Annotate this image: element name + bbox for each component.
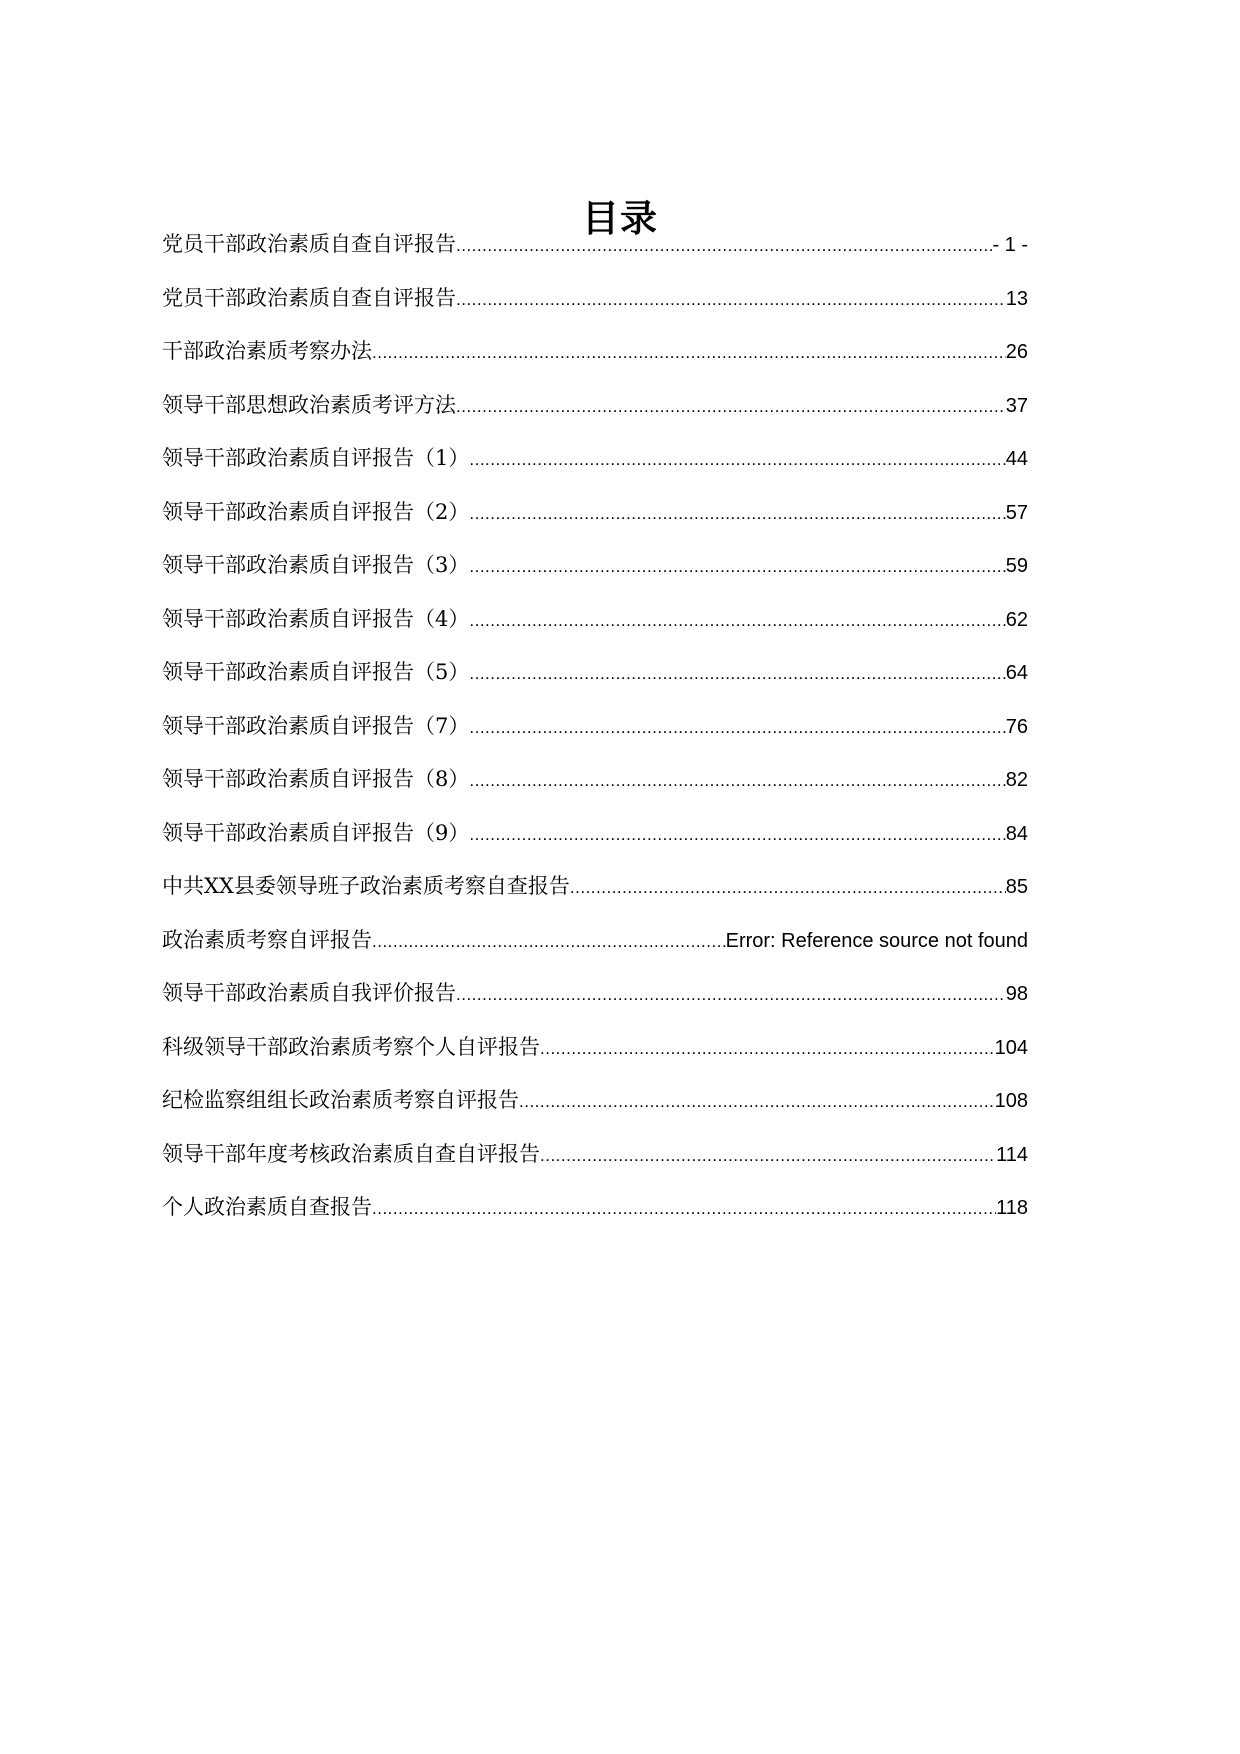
toc-entry[interactable] [162,329,1028,383]
dot-leader [540,1134,996,1178]
dot-leader [469,813,1005,857]
toc-entry[interactable] [162,222,1028,276]
dot-leader [519,1080,995,1124]
toc-entry-page-number: 98 [1005,983,1028,1005]
toc-entry[interactable] [162,543,1028,597]
toc-entry-page-number: 44 [1005,448,1028,470]
toc-entry-title: 政治素质考察自评报告 [162,927,372,952]
toc-entry-title: 纪检监察组组长政治素质考察自评报告 [162,1088,519,1112]
toc-entry-page-number: 26 [1005,341,1028,363]
toc-entry[interactable] [162,704,1028,758]
toc-entry-page-number: Error: Reference source not found [725,929,1028,952]
toc-entry[interactable] [162,276,1028,330]
toc-entry-page-number: 118 [996,1197,1028,1219]
toc-entry-title: 党员干部政治素质自查自评报告 [162,285,456,310]
dot-leader [469,652,1005,696]
toc-entry-page-number: 84 [1005,822,1028,845]
toc-entry[interactable] [162,436,1028,490]
toc-entry-title: 领导干部政治素质自评报告（3） [162,553,470,577]
dot-leader [469,706,1005,750]
dot-leader [456,278,1006,322]
toc-entry-title: 中共XX县委领导班子政治素质考察自查报告 [162,874,570,898]
toc-entry-title: 个人政治素质自查报告 [162,1195,372,1219]
toc-entry[interactable] [162,597,1028,651]
toc-entry-title: 领导干部政治素质自我评价报告 [162,981,456,1005]
toc-entry-title: 领导干部政治素质自评报告（7） [162,713,470,738]
toc-entry-title: 领导干部年度考核政治素质自查自评报告 [162,1141,540,1166]
dot-leader [469,438,1005,482]
dot-leader [570,866,1006,910]
toc-entry-page-number: 64 [1005,662,1028,684]
toc-entry[interactable] [162,757,1028,811]
toc-entry-page-number: 104 [994,1036,1028,1059]
dot-leader [469,492,1005,536]
toc-entry-title: 干部政治素质考察办法 [162,339,372,363]
toc-entry-title: 领导干部政治素质自评报告（8） [162,767,470,791]
toc-entry-page-number: 59 [1005,555,1028,577]
toc-entry-page-number: 13 [1005,287,1028,310]
dot-leader [456,224,992,268]
toc-entry[interactable] [162,1132,1028,1186]
dot-leader [456,973,1006,1017]
toc-entry-title: 领导干部政治素质自评报告（2） [162,499,470,524]
dot-leader [469,759,1005,803]
toc-entry[interactable] [162,864,1028,918]
page-title: 目录 [582,196,658,240]
toc-entry-page-number: 76 [1005,715,1028,738]
toc-entry[interactable] [162,650,1028,704]
toc-entry-title: 领导干部思想政治素质考评方法 [162,392,456,417]
toc-entry[interactable] [162,918,1028,972]
toc-entry-title: 领导干部政治素质自评报告（1） [162,446,470,470]
toc-entry[interactable] [162,383,1028,437]
toc-entry-page-number: 62 [1005,608,1028,631]
toc-entry-page-number: 57 [1005,501,1028,524]
toc-entry-title: 领导干部政治素质自评报告（9） [162,820,470,845]
dot-leader [372,920,726,964]
toc-entry-title: 领导干部政治素质自评报告（5） [162,660,470,684]
toc-entry[interactable] [162,490,1028,544]
toc-entry-page-number: - 1 - [992,234,1028,256]
toc-entry-page-number: 108 [994,1090,1028,1112]
dot-leader [456,385,1006,429]
dot-leader [372,1187,996,1231]
toc-entry[interactable] [162,971,1028,1025]
toc-entry-page-number: 82 [1005,769,1028,791]
dot-leader [469,545,1005,589]
toc-entry[interactable] [162,811,1028,865]
dot-leader [469,599,1005,643]
toc-entry-page-number: 85 [1005,876,1028,898]
toc-entry-page-number: 114 [996,1143,1028,1166]
toc-entry-page-number: 37 [1005,394,1028,417]
dot-leader [540,1027,995,1071]
toc-entry[interactable] [162,1025,1028,1079]
toc-entry-title: 党员干部政治素质自查自评报告 [162,232,456,256]
toc-entry[interactable] [162,1078,1028,1132]
toc-entry-title: 科级领导干部政治素质考察个人自评报告 [162,1034,540,1059]
toc-entry[interactable] [162,1185,1028,1239]
dot-leader [372,331,1006,375]
table-of-contents [162,222,1028,1239]
toc-entry-title: 领导干部政治素质自评报告（4） [162,606,470,631]
